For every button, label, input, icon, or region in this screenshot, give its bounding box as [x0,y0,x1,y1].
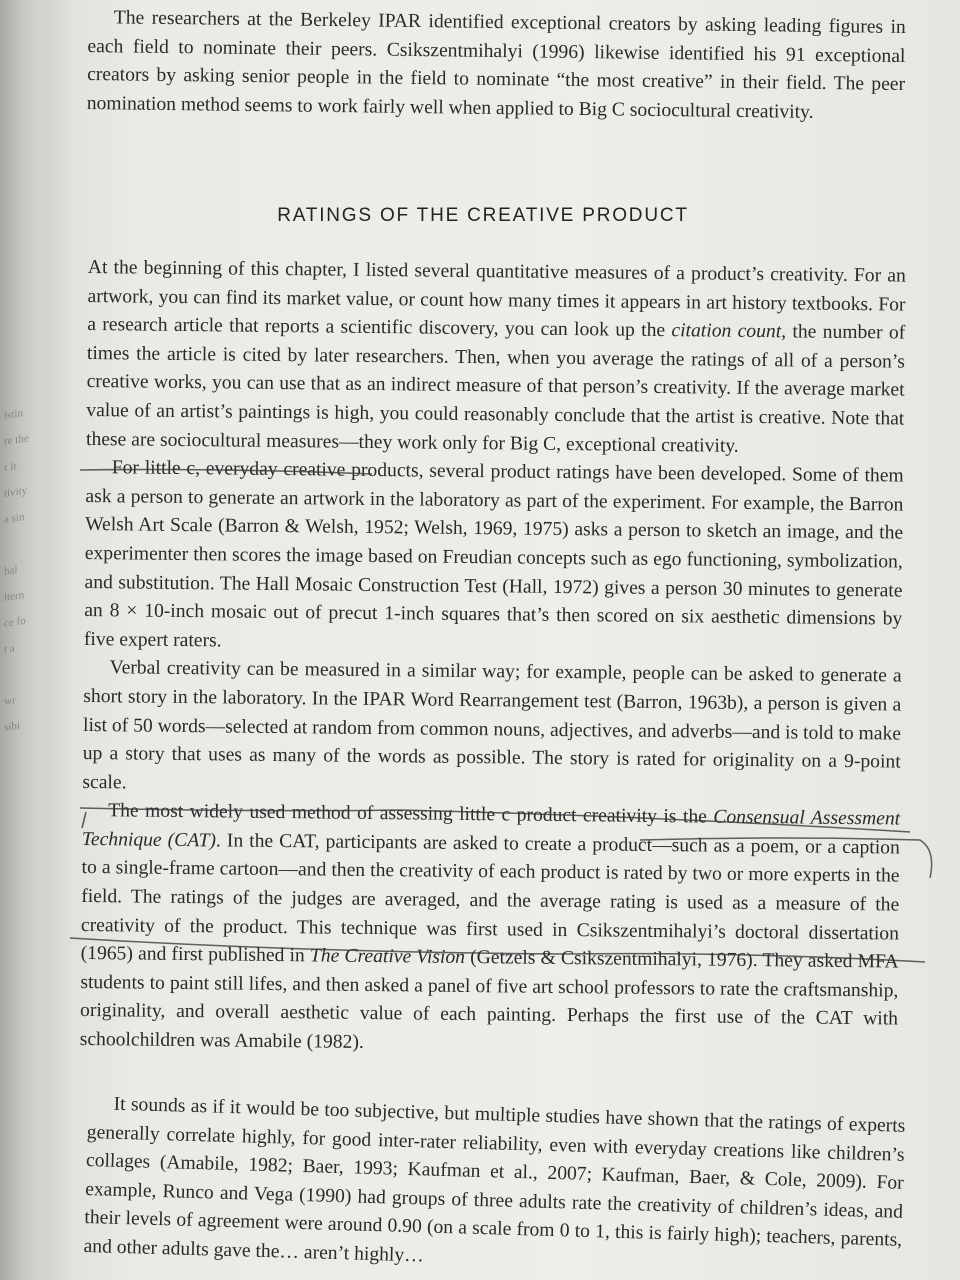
paragraph-cat-part1: The most widely used method of assessing little c product creativity is the [108,800,714,828]
paragraph-verbal-creativity: Verbal creativity can be measured in a similar way; for example, people can be asked to generate a short story in the laboratory. In the IPAR Word Rearrangement test (Barron, 1963b), a person is given a list of 50 words—selected at random from common nouns, adjectives, and adverbs—and is told to make up a story that uses as many of the words as possible. The story is rated for originality on a 9-point scale. [82,657,902,794]
paragraph-cat-part2: . In the CAT, participants are asked to create a product—such as a poem, or a caption to a single-frame cartoon—and then the creativity of each product is rated by two or more experts in the field. The ratings of the judges are averaged, and the average rating is used as a measure of the creativity of the product. This technique was first used in Csikszentmihalyi’s doctoral dissertation (1965) and first published in [80,830,900,967]
paragraph-inter-rater: It sounds as if it would be too subjective, but multiple studies have shown that the ratings of experts generally correlate highly, for good inter-rater reliability, even with everyday creations like children’s collages (Amabile, 1982; Baer, 1993; Kaufman et al., 2007; Kaufman, Baer, & Cole, 2009). For example, Runco and Vega (1990) had groups of three adults rate the creativity of children’s ideas, and their levels of agreement were around 0.90 (on a scale from 0 to 1, this is fairly high); teachers, parents, and other adults gave the… aren’t highly… [83,1093,906,1267]
intro-paragraph: The researchers at the Berkeley IPAR identified exceptional creators by asking leading figures in each field to nominate their peers. Csikszentmihalyi (1996) likewise identified his 91 exceptional creators by asking senior people in the field to nominate “the most creative” in their field. The peer nomination method seems to work fairly well when applied to Big C sociocultural creativity. [86,7,906,123]
paragraph-cat-part3: (Getzels & Csikszentmihalyi, 1976). They asked MFA students to paint still lifes, and then asked a panel of five art school professors to rate the craftsmanship, originality, and overall aesthetic value of each painting. Perhaps the first use of the CAT with schoolchildren was Amabile (1982). [79,947,899,1053]
term-cat: Consensual Assessment Technique (CAT) [81,806,901,852]
paragraph-little-c-ratings: For little c, everyday creative products, several product ratings have been developed. Some of them ask a person to generate an artwork in the laboratory as part of the experiment. For example, the Barron Welsh Art Scale (Barron & Welsh, 1952; Welsh, 1969, 1975) asks a person to sketch an image, and the experimenter then scores the image based on Freudian concepts such as ego functioning, symbolization, and substitution. The Hall Mosaic Construction Test (Hall, 1972) gives a person 30 minutes to generate an 8 × 10-inch mosaic out of precut 1-inch squares that’s then scored on six aesthetic dimensions by five expert raters. [83,457,904,652]
paragraph-market-measures-part2: , the number of times the article is cited by later researchers. Then, when you average the ratings of all of a person’s creative works, you can use that as an indirect measure of that person’s creativity. If the average market value of an artist’s paintings is high, you could reasonably conclude that the artist is creative. Note that these are sociocultural measures—they work only for Big C, exceptional creativity. [85,321,906,457]
section-heading: RATINGS OF THE CREATIVE PRODUCT [277,205,689,226]
paragraph-market-measures-part1: At the beginning of this chapter, I listed several quantitative measures of a product’s creativity. For an artwork, you can find its market value, or count how many times it appears in art history textbooks. For a research article that reports a scientific discovery, you can look up the [87,256,906,342]
facing-page-gutter [0,0,62,1280]
paragraph-market-measures [86,254,906,463]
facing-page-text-fragments: istin re the r it tivity a sin hal ltern ce fo t a wr sibi [4,407,29,734]
book-title-creative-vision: The Creative Vision [309,945,466,969]
paragraph-cat [80,797,901,1063]
term-citation-count: citation count [671,320,782,343]
section-body [80,254,906,1063]
trailing-paragraph-block [83,1090,905,1280]
intro-paragraph-block [87,4,906,128]
